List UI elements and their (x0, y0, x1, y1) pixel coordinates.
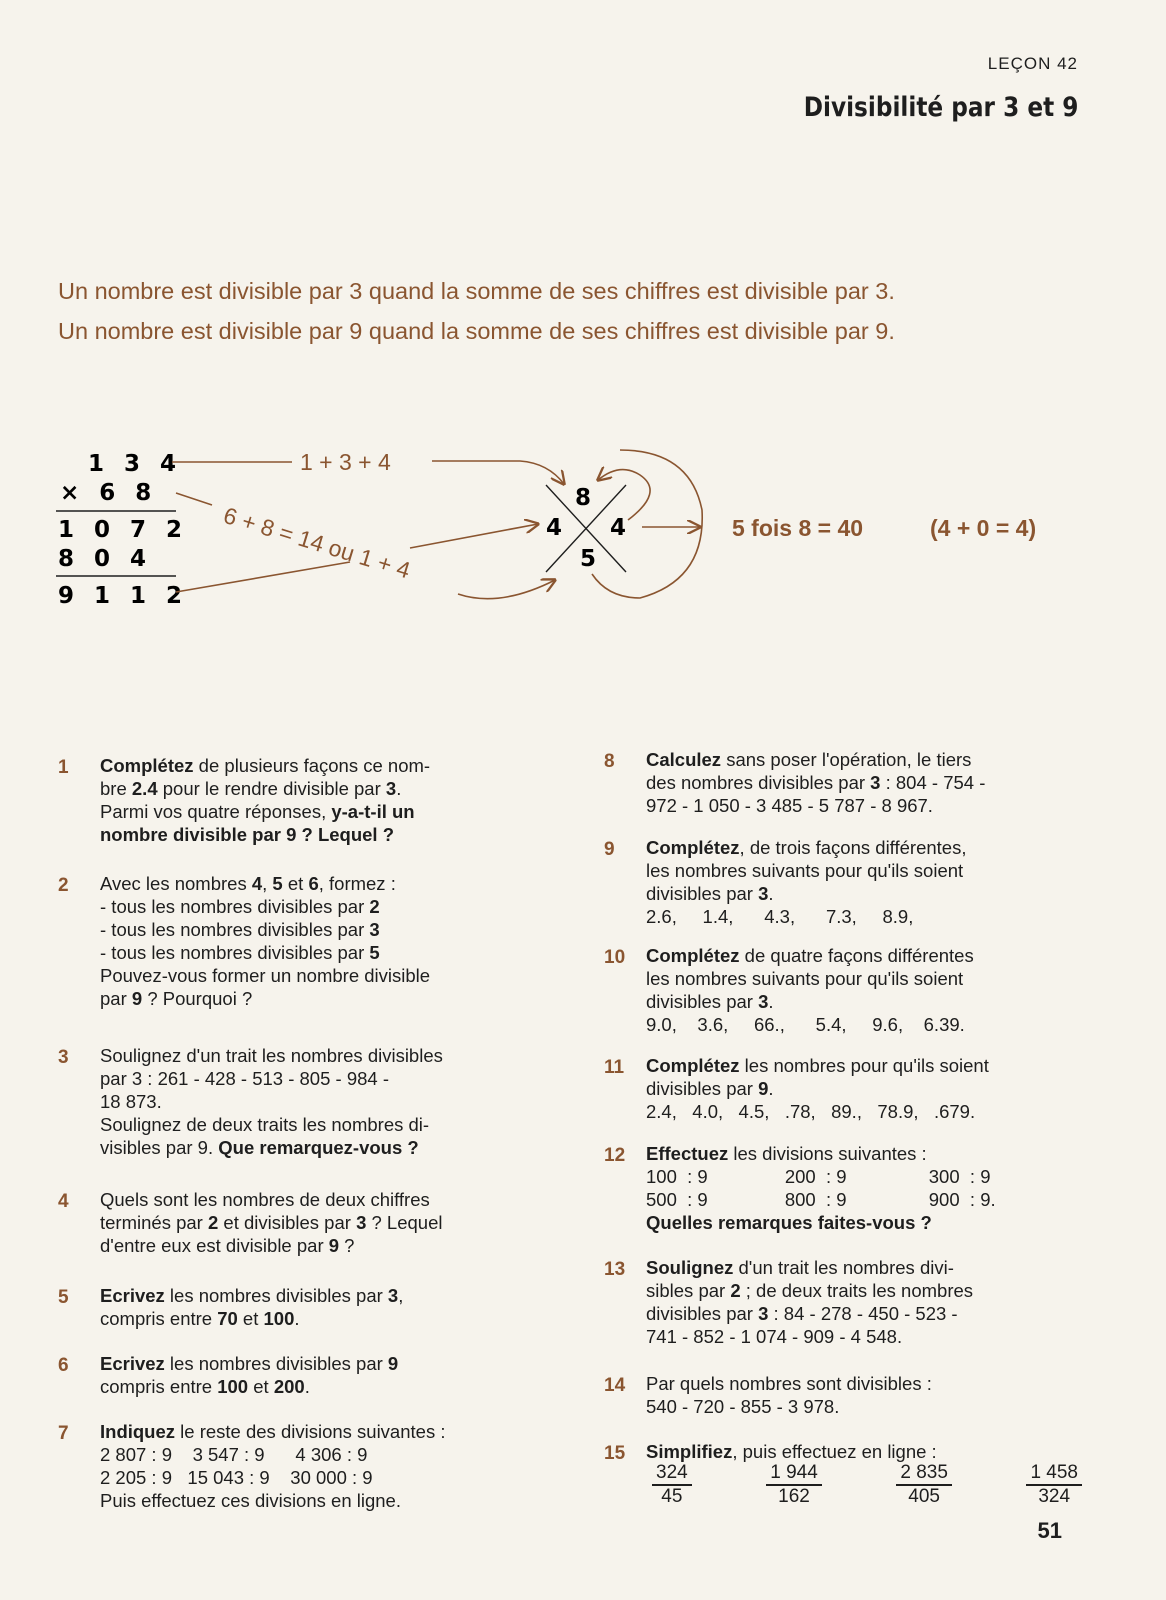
exercise-number: 5 (58, 1287, 69, 1308)
exercise-text: Par quels nombres sont divisibles : 540 - 720 - 855 - 3 978. (646, 1373, 932, 1417)
exercise-text: Ecrivez les nombres divisibles par 9 compris entre 100 et 200. (100, 1353, 399, 1397)
partial-product-1: 1 0 7 2 (58, 517, 189, 543)
lesson-label: LEÇON 42 (987, 54, 1078, 73)
exercise-number: 12 (604, 1145, 626, 1166)
fraction-3: $\frac{2 835}{405}$ (896, 1462, 952, 1508)
arrow-line-3 (176, 562, 350, 592)
arrow-to-top (432, 461, 564, 484)
loop-arrow-big (592, 450, 702, 598)
result-text: 5 fois 8 = 40 (732, 515, 864, 541)
fraction-4: $\frac{1 458}{324}$ (1026, 1462, 1082, 1508)
exercise-text: Simplifiez, puis effectuez en ligne : (646, 1441, 937, 1462)
exercise-number: 11 (604, 1057, 625, 1078)
exercise-text: Complétez de plusieurs façons ce nom- bre 2.4 pour le rendre divisible par 3. Parmi vos quatre réponses, y-a-t-il un nombre divisible par 9 ? Lequel ? (100, 755, 431, 845)
exercise-number: 10 (604, 947, 626, 968)
arrow-line-2 (176, 493, 212, 505)
multiplicand: 1 3 4 (88, 451, 183, 477)
exercise-text: Complétez de quatre façons différentes les nombres suivants pour qu'ils soient divisibles par 3. 9.0, 3.6, 66., 5.4, 9.6, 6.39. (646, 945, 974, 1035)
exercise-text: Soulignez d'un trait les nombres divi- sibles par 2 ; de deux traits les nombres divisibles par 3 : 84 - 278 - 450 - 523 - 741 - 852 - 1 074 - 909 - 4 548. (646, 1257, 974, 1347)
exercise-number: 9 (604, 839, 615, 860)
exercise-text: Soulignez d'un trait les nombres divisibles par 3 : 261 - 428 - 513 - 805 - 984 - 18 873. Soulignez de deux traits les nombres di- visibles par 9. Que remarquez-vous ? (100, 1045, 443, 1158)
fraction-1: $\frac{324}{45}$ (652, 1462, 692, 1508)
exercise-text: Complétez les nombres pour qu'ils soient divisibles par 9. 2.4, 4.0, 4.5, .78, 89., 78.9, .679. (646, 1055, 989, 1122)
exercise-text: Effectuez les divisions suivantes : 100 : 9 200 : 9 300 : 9 500 : 9 800 : 9 900 : 9. Quelles remarques faites-vous ? (646, 1143, 996, 1233)
exercise-text: Complétez, de trois façons différentes, les nombres suivants pour qu'ils soient divisibles par 3. 2.6, 1.4, 4.3, 7.3, 8.9, (646, 837, 967, 927)
exercise-number: 2 (58, 875, 69, 896)
exercise-text: Indiquez le reste des divisions suivantes : 2 807 : 9 3 547 : 9 4 306 : 9 2 205 : 9 15 043 : 9 30 000 : 9 Puis effectuez ces divisions en ligne. (100, 1421, 446, 1511)
result-check: (4 + 0 = 4) (930, 515, 1037, 541)
fractions-row (652, 1462, 1082, 1508)
rule-divisible-9: Un nombre est divisible par 9 quand la somme de ses chiffres est divisible par 9. (58, 318, 895, 344)
exercise-text: Calculez sans poser l'opération, le tiers des nombres divisibles par 3 : 804 - 754 - 972 - 1 050 - 3 485 - 5 787 - 8 967. (646, 749, 986, 816)
exercise-number: 15 (604, 1443, 626, 1464)
cross-left: 4 (546, 515, 569, 541)
exercise-number: 3 (58, 1047, 69, 1068)
exercise-text: Ecrivez les nombres divisibles par 3, compris entre 70 et 100. (100, 1285, 404, 1329)
cross-bottom: 5 (580, 546, 603, 572)
page-number: 51 (1037, 1518, 1062, 1543)
arrow-to-bottom (458, 580, 555, 599)
digit-sum-1: 1 + 3 + 4 (300, 449, 391, 475)
product: 9 1 1 2 (58, 583, 189, 609)
partial-product-2: 8 0 4 (58, 546, 153, 572)
exercise-number: 4 (58, 1191, 69, 1212)
fraction-2: $\frac{1 944}{162}$ (766, 1462, 822, 1508)
exercise-number: 13 (604, 1259, 626, 1280)
exercise-number: 7 (58, 1423, 69, 1444)
loop-arrow-small (598, 470, 650, 520)
page-title: Divisibilité par 3 et 9 (803, 92, 1078, 123)
exercise-text: Quels sont les nombres de deux chiffres terminés par 2 et divisibles par 3 ? Lequel d'entre eux est divisible par 9 ? (100, 1189, 443, 1256)
exercise-number: 6 (58, 1355, 69, 1376)
exercise-number: 14 (604, 1375, 626, 1396)
exercise-number: 8 (604, 751, 615, 772)
multiplier: × 6 8 (60, 480, 158, 506)
cross-top: 8 (575, 485, 598, 511)
rule-divisible-3: Un nombre est divisible par 3 quand la somme de ses chiffres est divisible par 3. (58, 278, 895, 304)
digit-sum-2: 6 + 8 = 14 ou 1 + 4 (220, 501, 414, 584)
exercise-number: 1 (58, 757, 69, 778)
multiplication-diagram (0, 430, 1166, 630)
arrow-to-left (410, 524, 538, 548)
cross-right: 4 (610, 515, 633, 541)
exercise-text: Avec les nombres 4, 5 et 6, formez : - tous les nombres divisibles par 2 - tous les nombres divisibles par 3 - tous les nombres divisibles par 5 Pouvez-vous former un nombre divisible par 9 ? Pourquoi ? (100, 873, 431, 1009)
